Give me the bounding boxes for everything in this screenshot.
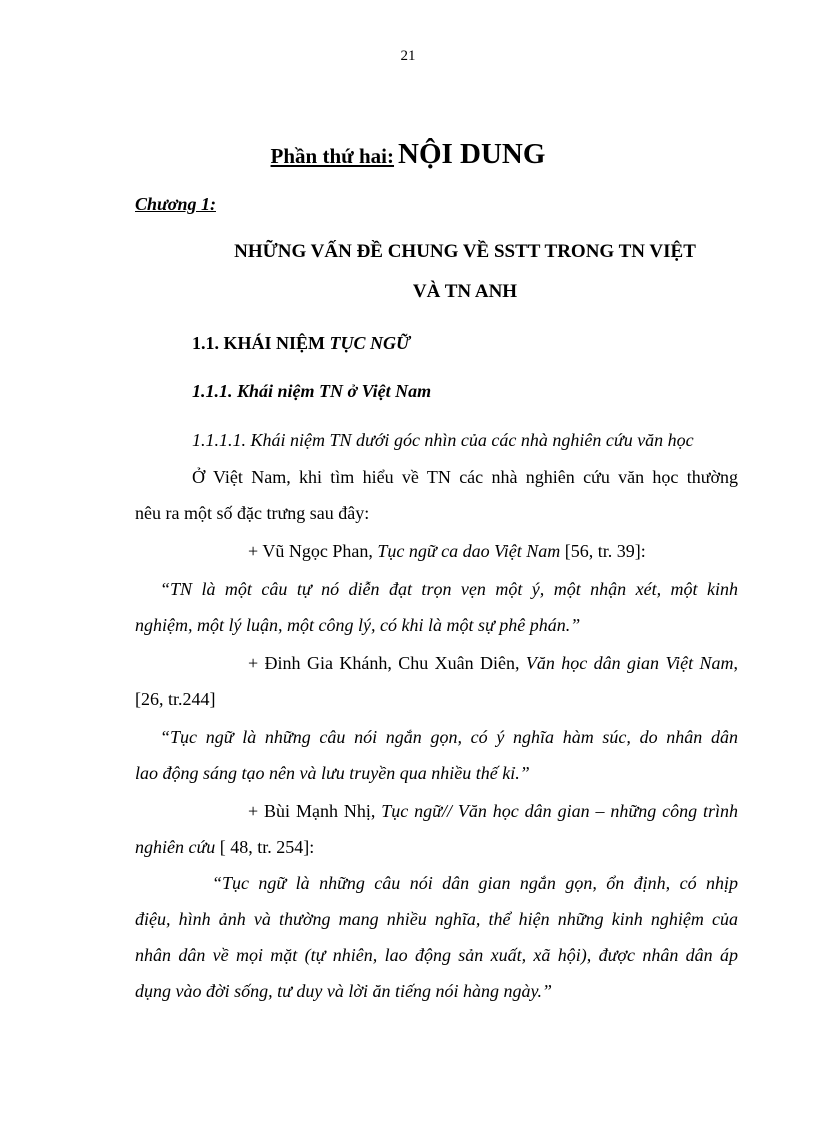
reference-3-line-2 — [135, 837, 314, 858]
reference-citation: [56, tr. 39]: — [560, 541, 646, 561]
part-title: NỘI DUNG — [398, 138, 546, 170]
reference-work: nghiên cứu — [135, 837, 216, 857]
chapter-title-line-2: VÀ TN ANH — [412, 281, 518, 302]
intro-paragraph-line-1: Ở Việt Nam, khi tìm hiểu về TN các nhà nghiên cứu văn học thường — [192, 467, 738, 487]
section-heading-1-1-1-1: 1.1.1.1. Khái niệm TN dưới góc nhìn của các nhà nghiên cứu văn học — [192, 430, 694, 450]
reference-work: Văn học dân gian Việt Nam — [525, 653, 734, 673]
quote-1-line-1: “TN là một câu tự nó diễn đạt trọn vẹn một ý, một nhận xét, một kinh — [160, 579, 738, 599]
intro-paragraph-line-2: nêu ra một số đặc trưng sau đây: — [135, 503, 370, 523]
reference-author: + Bùi Mạnh Nhị, — [248, 801, 382, 821]
chapter-title-line-1: NHỮNG VẤN ĐỀ CHUNG VỀ SSTT TRONG TN VIỆT — [234, 241, 696, 262]
quote-3-line-3: nhân dân về mọi mặt (tự nhiên, lao động sản xuất, xã hội), được nhân dân áp — [135, 945, 738, 965]
reference-author: + Đinh Gia Khánh, Chu Xuân Diên, — [248, 653, 526, 673]
quote-3-line-1: “Tục ngữ là những câu nói dân gian ngắn gọn, ổn định, có nhịp — [212, 873, 738, 893]
chapter-label: Chương 1: — [135, 194, 216, 214]
page-number: 21 — [400, 48, 416, 64]
quote-3-line-4: dụng vào đời sống, tư duy và lời ăn tiếng nói hàng ngày.” — [135, 981, 553, 1001]
reference-work: Tục ngữ// Văn học dân gian – những công trình — [381, 801, 738, 821]
part-heading — [0, 138, 816, 171]
reference-1 — [248, 541, 646, 562]
section-heading-1-1-1: 1.1.1. Khái niệm TN ở Việt Nam — [192, 381, 432, 401]
reference-work: Tục ngữ ca dao Việt Nam — [377, 541, 561, 561]
quote-3-line-2: điệu, hình ảnh và thường mang nhiều nghĩa, thể hiện những kinh nghiệm của — [135, 909, 738, 929]
section-term: TỤC NGỮ — [329, 333, 410, 353]
section-heading-1-1 — [192, 333, 410, 354]
reference-2-citation: [26, tr.244] — [135, 689, 216, 709]
part-label: Phần thứ hai: — [270, 144, 395, 168]
reference-punct: , — [733, 653, 738, 673]
quote-2-line-1: “Tục ngữ là những câu nói ngắn gọn, có ý nghĩa hàm súc, do nhân dân — [160, 727, 738, 747]
section-number: 1.1. KHÁI NIỆM — [192, 333, 330, 353]
reference-3-line-1 — [248, 801, 738, 822]
reference-citation: [ 48, tr. 254]: — [215, 837, 315, 857]
reference-author: + Vũ Ngọc Phan, — [248, 541, 378, 561]
reference-2 — [248, 653, 738, 674]
quote-1-line-2: nghiệm, một lý luận, một công lý, có khi là một sự phê phán.” — [135, 615, 581, 635]
quote-2-line-2: lao động sáng tạo nên và lưu truyền qua nhiều thế kỉ.” — [135, 763, 530, 783]
